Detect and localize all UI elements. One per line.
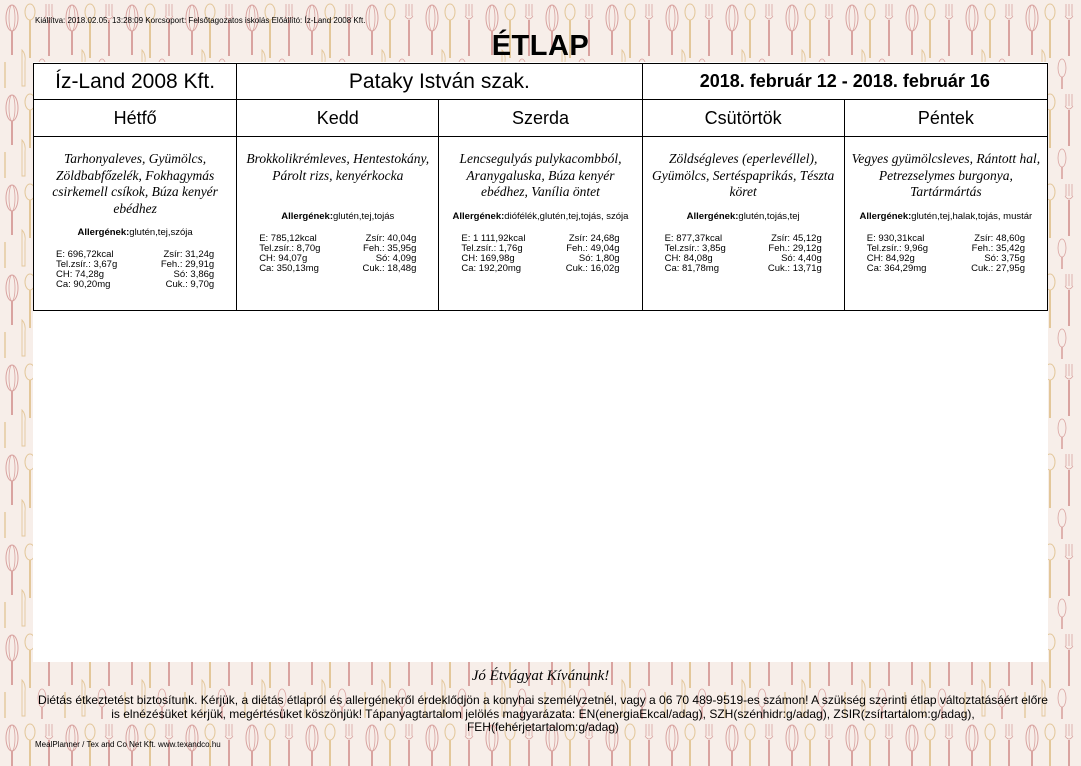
nutrition-values: E: 877,37kcal Zsír: 45,12g Tel.zsír.: 3,85g Feh.: 29,12g CH: 84,08g Só: 4,40g Ca: 81,78mg Cuk.: 13,71g	[664, 233, 822, 274]
issue-info: Kiállítva: 2018.02.05. 13:28:09 Korcsoport: Felsőtagozatos iskolás Előállító: Íz-Land 2008 Kft.	[35, 16, 366, 25]
menu-content-row	[34, 137, 1048, 311]
page-title: ÉTLAP	[491, 30, 590, 62]
school-name: Pataky István szak.	[237, 64, 642, 100]
allergen-info: Allergének:glutén,tej,halak,tojás, mustár	[859, 211, 1033, 222]
footer-notice: Diétás étkeztetést biztosítunk. Kérjük, a diétás étlapról és allergénekről érdeklődjön a konyhai személyzetnél, vagy a 06 70 489-9519-es számon! A szükség szerinti étlap változtatásáért előre is elnézésüket kérjük, megértésüket köszönjük! Tápanyagtartalom jelölés magyarázata: EN(energiaEkcal/adag), SZH(szénhidr:g/adag), ZSIR(zsírtartalom:g/adag), FEH(fehérjetartalom:g/adag)	[38, 693, 1048, 734]
day-menu-tuesday	[237, 137, 439, 311]
day-menu-friday	[844, 137, 1047, 311]
day-menu-monday	[34, 137, 237, 311]
day-name-tuesday: Kedd	[237, 100, 439, 137]
nutrition-values: E: 696,72kcal Zsír: 31,24g Tel.zsír.: 3,67g Feh.: 29,91g CH: 74,28g Só: 3,86g Ca: 90,20mg Cuk.: 9,70g	[56, 249, 215, 290]
nutrition-values: E: 1 111,92kcal Zsír: 24,68g Tel.zsír.: 1,76g Feh.: 49,04g CH: 169,98g Só: 1,80g Ca: 192,20mg Cuk.: 16,02g	[461, 233, 620, 274]
nutrition-values: E: 930,31kcal Zsír: 48,60g Tel.zsír.: 9,96g Feh.: 35,42g CH: 84,92g Só: 3,75g Ca: 364,29mg Cuk.: 27,95g	[866, 233, 1025, 274]
day-name-wednesday: Szerda	[439, 100, 642, 137]
day-menu-thursday	[642, 137, 844, 311]
dish-list: Brokkolikrémleves, Hentestokány, Párolt rizs, kenyérkocka	[246, 151, 430, 183]
day-menu-wednesday	[439, 137, 642, 311]
date-range: 2018. február 12 - 2018. február 16	[642, 64, 1047, 100]
company-name: Íz-Land 2008 Kft.	[34, 64, 237, 100]
weekly-menu-table	[33, 63, 1048, 311]
allergen-info: Allergének:diófélék,glutén,tej,tojás, szója	[452, 211, 629, 222]
day-name-thursday: Csütörtök	[642, 100, 844, 137]
dish-list: Tarhonyaleves, Gyümölcs, Zöldbabfőzelék, Fokhagymás csirkemell csíkok, Búza kenyér ebédhez	[52, 151, 218, 216]
software-credit: MealPlanner / Tex and Co Net Kft. www.texandco.hu	[35, 740, 221, 749]
greeting-text: Jó Étvágyat Kívánunk!	[471, 668, 610, 684]
header-row	[34, 64, 1048, 100]
dish-list: Vegyes gyümölcsleves, Rántott hal, Petrezselymes burgonya, Tartármártás	[851, 151, 1041, 199]
allergen-info: Allergének:glutén,tej,tojás	[281, 211, 395, 222]
allergen-info: Allergének:glutén,tojás,tej	[686, 211, 800, 222]
day-names-row	[34, 100, 1048, 137]
allergen-info: Allergének:glutén,tej,szója	[77, 227, 193, 238]
dish-list: Lencsegulyás pulykacombból, Aranygaluska, Búza kenyér ebédhez, Vanília öntet	[459, 151, 622, 199]
day-name-friday: Péntek	[844, 100, 1047, 137]
nutrition-values: E: 785,12kcal Zsír: 40,04g Tel.zsír.: 8,70g Feh.: 35,95g CH: 94,07g Só: 4,09g Ca: 350,13mg Cuk.: 18,48g	[259, 233, 417, 274]
day-name-monday: Hétfő	[34, 100, 237, 137]
dish-list: Zöldségleves (eperlevéllel), Gyümölcs, Sertéspaprikás, Tészta köret	[652, 151, 835, 199]
